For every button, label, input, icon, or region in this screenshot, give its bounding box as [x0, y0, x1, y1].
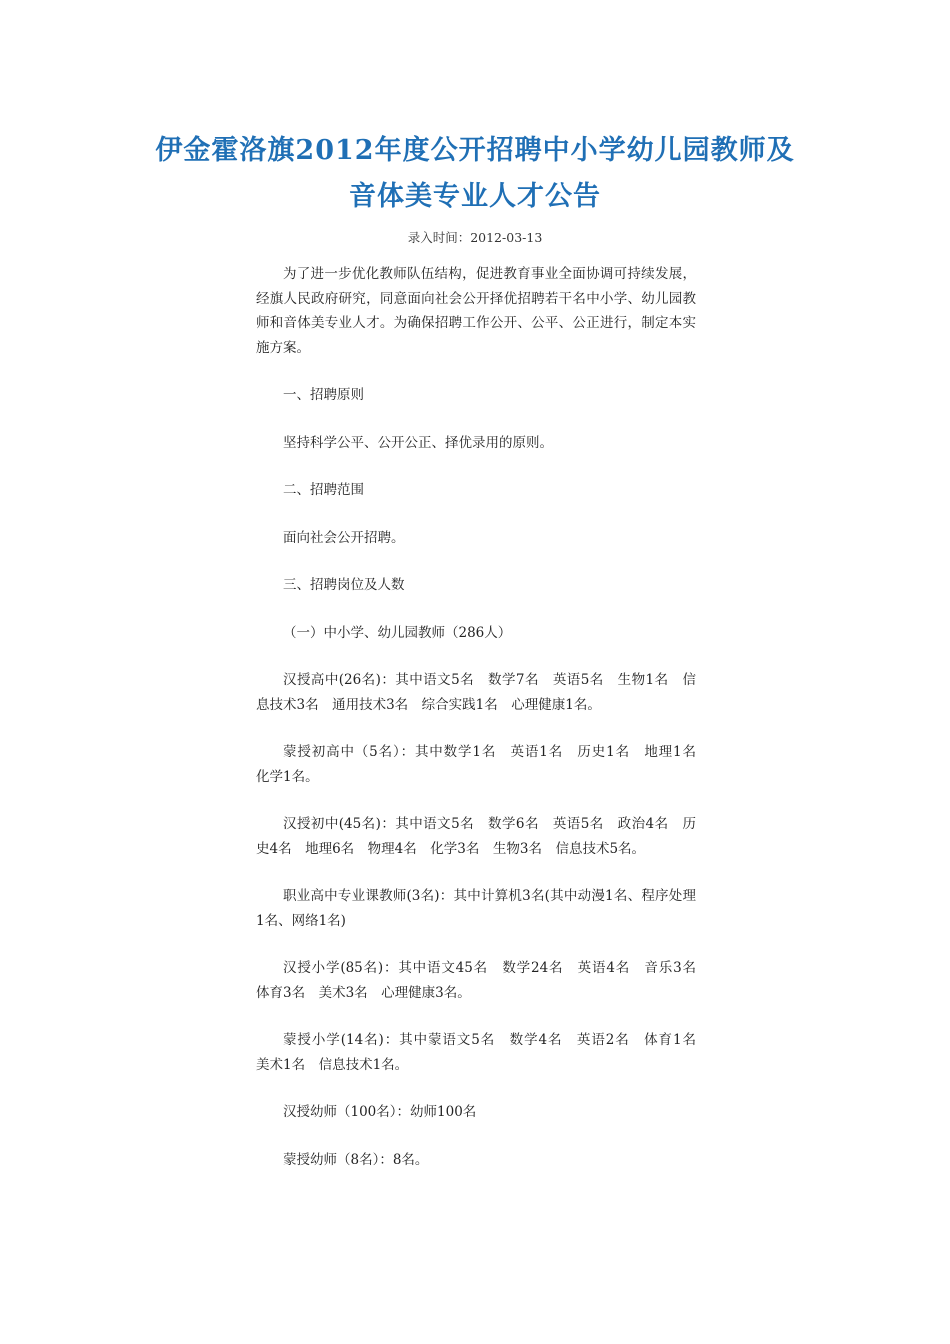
position-paragraph: 职业高中专业课教师(3名)：其中计算机3名(其中动漫1名、程序处理1名、网络1名): [256, 888, 696, 929]
section-heading: 三、招聘岗位及人数: [283, 577, 405, 593]
document-title: [120, 128, 830, 220]
position-paragraph: 蒙授幼师（8名）：8名。: [283, 1151, 429, 1168]
body-paragraph: 面向社会公开招聘。: [283, 529, 405, 546]
position-paragraph: 蒙授小学(14名)：其中蒙语文5名 数学4名 英语2名 体育1名 美术1名 信息技术1名。: [256, 1032, 710, 1073]
entry-time: 录入时间：2012-03-13: [407, 230, 543, 245]
position-paragraph: 汉授高中(26名)：其中语文5名 数学7名 英语5名 生物1名 信息技术3名 通用技术3名 综合实践1名 心理健康1名。: [256, 672, 696, 713]
subsection-heading: （一）中小学、幼儿园教师（286人）: [283, 624, 512, 641]
document-body: [256, 262, 710, 1195]
position-paragraph: 汉授初中(45名)：其中语文5名 数学6名 英语5名 政治4名 历史4名 地理6名 物理4名 化学3名 生物3名 信息技术5名。: [256, 816, 696, 857]
section-heading: 二、招聘范围: [283, 482, 364, 498]
position-paragraph: 汉授小学(85名)：其中语文45名 数学24名 英语4名 音乐3名 体育3名 美术3名 心理健康3名。: [256, 960, 710, 1001]
intro-paragraph: 为了进一步优化教师队伍结构，促进教育事业全面协调可持续发展，经旗人民政府研究，同意面向社会公开择优招聘若干名中小学、幼儿园教师和音体美专业人才。为确保招聘工作公开、公平、公正进行，制定本实施方案。: [256, 266, 696, 356]
body-paragraph: 坚持科学公平、公开公正、择优录用的原则。: [283, 434, 553, 451]
section-heading: 一、招聘原则: [283, 387, 364, 403]
position-paragraph: 汉授幼师（100名）：幼师100名: [283, 1104, 477, 1120]
title-line-1: 伊金霍洛旗2012年度公开招聘中小学幼儿园教师及: [155, 135, 795, 166]
title-line-2: 音体美专业人才公告: [349, 181, 601, 212]
position-paragraph: 蒙授初高中（5名）：其中数学1名 英语1名 历史1名 地理1名 化学1名。: [256, 744, 710, 785]
